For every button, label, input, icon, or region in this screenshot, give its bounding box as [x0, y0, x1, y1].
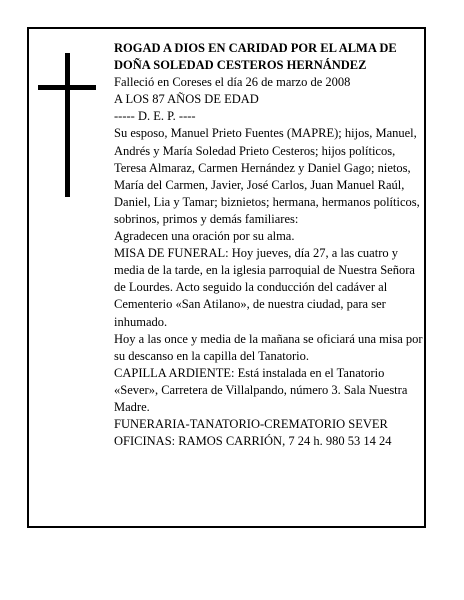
- age-line: A LOS 87 AÑOS DE EDAD: [114, 92, 259, 107]
- family-paragraph: Su esposo, Manuel Prieto Fuentes (MAPRE); hijos, Manuel, Andrés y María Soledad Prieto Cesteros; hijos políticos, Teresa Almaraz, Carmen Hernández y Daniel Gago; nietos, María del Carmen, Javier, José Carlos, Juan Manuel Raúl, Daniel, Lia y Tamar; biznietos; hermana, hermanos políticos, sobrinos, primos y demás familiares:: [114, 126, 420, 226]
- cross-icon-horizontal: [38, 85, 96, 90]
- chapel-paragraph: CAPILLA ARDIENTE: Está instalada en el Tanatorio «Sever», Carretera de Villalpando, número 3. Sala Nuestra Madre.: [114, 365, 408, 414]
- header-line: ROGAD A DIOS EN CARIDAD POR EL ALMA DE: [114, 41, 397, 55]
- cross-icon-vertical: [65, 53, 70, 197]
- deceased-name: DOÑA SOLEDAD CESTEROS HERNÁNDEZ: [114, 58, 367, 73]
- funeral-home-line: FUNERARIA-TANATORIO-CREMATORIO SEVER: [114, 417, 388, 432]
- obituary-text: [114, 40, 426, 450]
- funeral-mass-paragraph: MISA DE FUNERAL: Hoy jueves, día 27, a las cuatro y media de la tarde, en la iglesia parroquial de Nuestra Señora de Lourdes. Acto seguido la conducción del cadáver al Cementerio «San Atilano», de nuestra ciudad, para ser inhumado.: [114, 246, 415, 329]
- thanks-line: Agradecen una oración por su alma.: [114, 229, 295, 244]
- morning-mass-paragraph: Hoy a las once y media de la mañana se oficiará una misa por su descanso en la capilla del Tanatorio.: [114, 331, 423, 363]
- death-info: Falleció en Coreses el día 26 de marzo de 2008: [114, 75, 351, 90]
- rip-line: ----- D. E. P. ----: [114, 109, 196, 124]
- offices-line: OFICINAS: RAMOS CARRIÓN, 7 24 h. 980 53 14 24: [114, 434, 392, 449]
